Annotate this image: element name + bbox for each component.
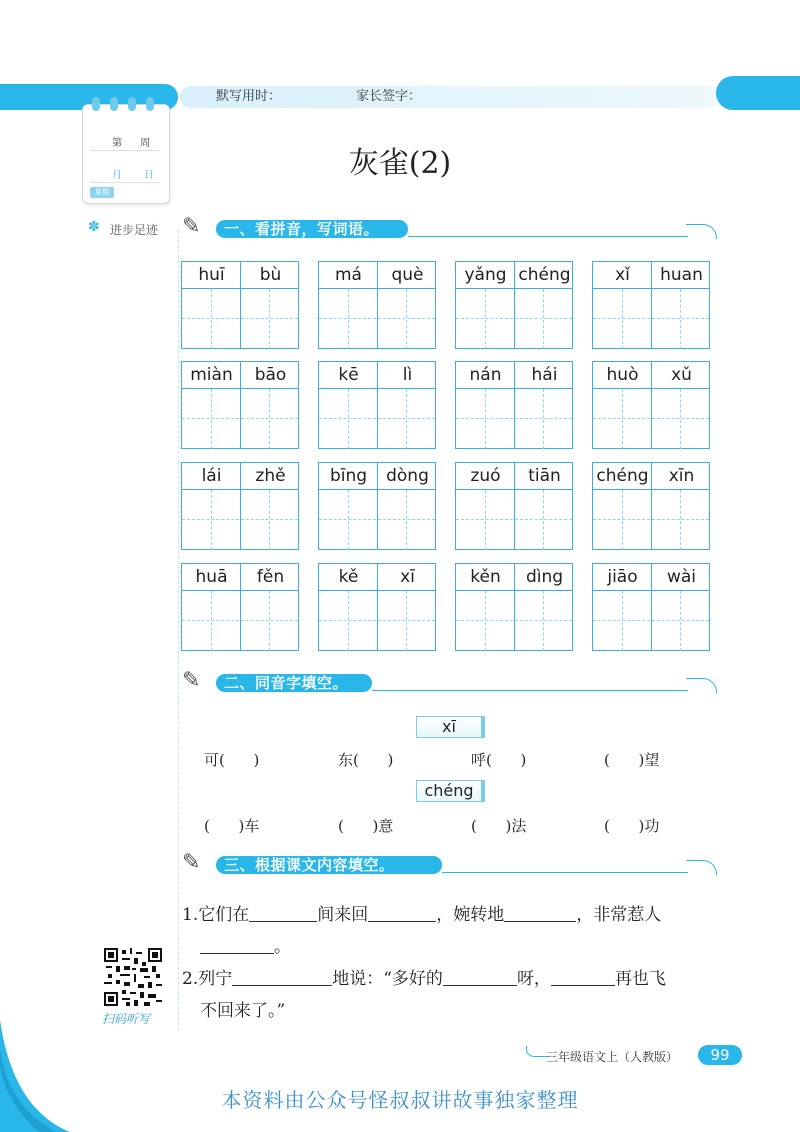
heading-rule: [372, 690, 688, 691]
writing-boxes[interactable]: [318, 591, 436, 651]
word-cell: [181, 563, 299, 653]
guide-line: [543, 389, 544, 449]
writing-boxes[interactable]: [318, 490, 436, 550]
week-suffix: 周: [140, 138, 150, 149]
answer-blank[interactable]: [249, 905, 317, 922]
month-label: 月: [112, 170, 122, 181]
pinyin-divider: [377, 262, 378, 289]
guide-line: [485, 490, 486, 550]
pinyin-tag-cheng: chéng: [416, 780, 485, 802]
writing-boxes[interactable]: [455, 289, 573, 349]
box-divider: [514, 389, 515, 449]
answer-blank[interactable]: [232, 969, 332, 986]
word-cell: [318, 261, 436, 351]
question-1-line-1: [182, 900, 661, 925]
answer-blank[interactable]: [368, 905, 436, 922]
homophone-blank[interactable]: ( )功: [604, 817, 660, 835]
box-divider: [240, 389, 241, 449]
pinyin-syllable: wài: [666, 567, 697, 587]
guide-line: [269, 591, 270, 651]
answer-blank[interactable]: [551, 969, 615, 986]
writing-boxes[interactable]: [455, 490, 573, 550]
box-divider: [514, 591, 515, 651]
pinyin-row: [181, 563, 299, 591]
question-text: 列宁: [198, 969, 233, 989]
question-text: 它们在: [198, 905, 250, 925]
pinyin-syllable: dìng: [525, 567, 564, 587]
pinyin-syllable: bīng: [329, 466, 368, 486]
writing-boxes[interactable]: [181, 389, 299, 449]
heading-rule: [408, 236, 688, 237]
question-1-line-2: [200, 932, 291, 957]
guide-line: [456, 418, 572, 419]
homophone-blank[interactable]: ( )法: [471, 817, 527, 835]
guide-line: [485, 591, 486, 651]
question-number: 1.: [182, 905, 199, 925]
pencil-icon: ✎: [182, 850, 201, 875]
pinyin-syllable: yǎng: [464, 265, 507, 285]
word-cell: [455, 462, 573, 552]
guide-line: [485, 289, 486, 349]
pinyin-divider: [651, 362, 652, 389]
watermark-text: 本资料由公众号怪叔叔讲故事独家整理: [221, 1088, 579, 1112]
progress-label: 进步足迹: [110, 223, 159, 237]
corner-decoration: [0, 1020, 70, 1132]
qr-code[interactable]: [104, 948, 162, 1006]
section-heading-3: [182, 850, 718, 880]
guide-line: [319, 620, 435, 621]
pinyin-syllable: huī: [198, 265, 225, 285]
pinyin-row: [455, 261, 573, 289]
question-2-line-1: [182, 964, 666, 989]
pinyin-syllable: huò: [606, 365, 639, 385]
page-title: 灰雀(2): [348, 146, 452, 181]
answer-blank[interactable]: [504, 905, 576, 922]
pinyin-divider: [514, 564, 515, 591]
writing-boxes[interactable]: [592, 591, 710, 651]
guide-line: [680, 389, 681, 449]
heading-rule-end: [686, 678, 717, 693]
homophone-blank[interactable]: ( )意: [338, 817, 394, 835]
pinyin-row: [181, 261, 299, 289]
pencil-icon: ✎: [182, 668, 201, 693]
pinyin-syllable: zuó: [470, 466, 501, 486]
guide-line: [622, 389, 623, 449]
pinyin-divider: [514, 362, 515, 389]
pinyin-row: [181, 462, 299, 490]
guide-line: [543, 490, 544, 550]
guide-line: [182, 620, 298, 621]
pinyin-divider: [514, 262, 515, 289]
guide-line: [622, 591, 623, 651]
question-text: ，非常惹人: [576, 905, 662, 925]
homophone-blank[interactable]: 呼( ): [471, 751, 527, 769]
pinyin-divider: [377, 564, 378, 591]
guide-line: [543, 289, 544, 349]
section-heading-1: [182, 214, 718, 244]
guide-line: [485, 389, 486, 449]
writing-boxes[interactable]: [181, 591, 299, 651]
writing-boxes[interactable]: [592, 389, 710, 449]
word-cell: [318, 563, 436, 653]
box-divider: [651, 289, 652, 349]
word-cell: [455, 261, 573, 351]
pinyin-row: [592, 261, 710, 289]
homophone-blank[interactable]: 可( ): [204, 751, 260, 769]
question-text: 。: [274, 937, 291, 957]
guide-line: [406, 591, 407, 651]
box-divider: [377, 490, 378, 550]
section-2-heading: 二、同音字填空。: [224, 674, 349, 692]
guide-line: [406, 490, 407, 550]
binder-ring: [110, 97, 118, 111]
guide-line: [182, 418, 298, 419]
header-band-right: [716, 76, 800, 110]
pinyin-syllable: kěn: [470, 567, 501, 587]
book-label: 三年级语文上（人教版）: [546, 1050, 679, 1064]
guide-line: [319, 318, 435, 319]
box-divider: [240, 289, 241, 349]
question-text: 地说：“多好的: [332, 969, 443, 989]
guide-line: [348, 389, 349, 449]
writing-boxes[interactable]: [318, 289, 436, 349]
guide-line: [269, 490, 270, 550]
pinyin-row: [318, 563, 436, 591]
pinyin-syllable: lì: [402, 365, 413, 385]
question-text: 呀，: [516, 969, 551, 989]
box-divider: [651, 389, 652, 449]
pinyin-syllable: nán: [469, 365, 502, 385]
word-cell: [592, 462, 710, 552]
pinyin-syllable: què: [391, 265, 424, 285]
guide-line: [622, 289, 623, 349]
pinyin-syllable: xīn: [668, 466, 695, 486]
guide-line: [593, 418, 709, 419]
pinyin-row: [318, 261, 436, 289]
pinyin-syllable: huā: [195, 567, 228, 587]
pinyin-syllable: kě: [338, 567, 359, 587]
margin-line: [178, 230, 179, 1030]
answer-blank[interactable]: [443, 969, 517, 986]
word-cell: [318, 462, 436, 552]
answer-blank[interactable]: [200, 937, 274, 954]
pinyin-row: [455, 361, 573, 389]
word-cell: [181, 261, 299, 351]
writing-boxes[interactable]: [592, 289, 710, 349]
question-text: ，婉转地: [436, 905, 505, 925]
homophone-blank[interactable]: ( )望: [604, 751, 660, 769]
pinyin-syllable: chéng: [596, 466, 649, 486]
pinyin-syllable: bāo: [254, 365, 287, 385]
dictation-time-label: 默写用时：: [216, 89, 282, 104]
box-divider: [651, 490, 652, 550]
box-divider: [514, 490, 515, 550]
pinyin-syllable: xī: [400, 567, 415, 587]
binder-ring: [92, 97, 100, 111]
writing-boxes[interactable]: [455, 389, 573, 449]
pinyin-divider: [651, 564, 652, 591]
week-prefix: 第: [112, 138, 122, 149]
pinyin-row: [455, 462, 573, 490]
box-divider: [514, 289, 515, 349]
pinyin-syllable: miàn: [190, 365, 233, 385]
writing-boxes[interactable]: [592, 490, 710, 550]
day-label: 日: [144, 170, 154, 181]
question-text: 间来回: [317, 905, 369, 925]
guide-line: [543, 591, 544, 651]
question-2-line-2: [200, 996, 285, 1021]
pinyin-divider: [651, 262, 652, 289]
pinyin-divider: [240, 564, 241, 591]
guide-line: [593, 519, 709, 520]
word-cell: [181, 361, 299, 451]
guide-line: [406, 389, 407, 449]
pinyin-divider: [240, 362, 241, 389]
pinyin-syllable: má: [335, 265, 362, 285]
guide-line: [211, 490, 212, 550]
writing-boxes[interactable]: [455, 591, 573, 651]
pinyin-syllable: zhě: [255, 466, 286, 486]
section-3-heading: 三、根据课文内容填空。: [224, 856, 395, 874]
guide-line: [319, 418, 435, 419]
pinyin-row: [592, 361, 710, 389]
guide-line: [269, 289, 270, 349]
pinyin-syllable: tiān: [528, 466, 561, 486]
pinyin-syllable: hái: [531, 365, 558, 385]
binder-ring: [146, 97, 154, 111]
guide-line: [319, 519, 435, 520]
guide-line: [348, 591, 349, 651]
guide-line: [680, 591, 681, 651]
pinyin-syllable: chéng: [518, 265, 571, 285]
word-cell: [592, 361, 710, 451]
pinyin-divider: [240, 463, 241, 490]
word-cell: [592, 563, 710, 653]
homophone-blank[interactable]: 东( ): [338, 751, 394, 769]
binder-ring: [128, 97, 136, 111]
heading-rule-end: [686, 224, 717, 239]
guide-line: [348, 490, 349, 550]
pinyin-syllable: huan: [660, 265, 703, 285]
writing-boxes[interactable]: [181, 490, 299, 550]
guide-line: [456, 519, 572, 520]
pinyin-syllable: xǐ: [615, 265, 630, 285]
box-divider: [377, 289, 378, 349]
guide-line: [348, 289, 349, 349]
pinyin-syllable: bù: [259, 265, 282, 285]
word-cell: [592, 261, 710, 351]
pinyin-syllable: lái: [201, 466, 222, 486]
guide-line: [269, 389, 270, 449]
section-1-heading: 一、看拼音，写词语。: [224, 220, 380, 238]
pinyin-row: [592, 462, 710, 490]
writing-boxes[interactable]: [318, 389, 436, 449]
pinyin-row: [592, 563, 710, 591]
pinyin-syllable: jiāo: [607, 567, 638, 587]
pinyin-syllable: kē: [338, 365, 359, 385]
guide-line: [680, 490, 681, 550]
guide-line: [456, 318, 572, 319]
guide-line: [456, 620, 572, 621]
homophone-blank[interactable]: ( )车: [204, 817, 260, 835]
guide-line: [593, 620, 709, 621]
pinyin-row: [181, 361, 299, 389]
box-divider: [377, 389, 378, 449]
pinyin-tag-xi: xī: [416, 716, 485, 738]
pinyin-divider: [651, 463, 652, 490]
section-heading-2: [182, 668, 718, 698]
guide-line: [182, 519, 298, 520]
pinyin-row: [455, 563, 573, 591]
guide-line: [406, 289, 407, 349]
parent-signature-label: 家长签字：: [356, 89, 422, 104]
guide-line: [211, 591, 212, 651]
heading-rule-end: [686, 860, 717, 875]
question-text: 不回来了。”: [200, 1001, 286, 1021]
pinyin-divider: [377, 362, 378, 389]
pinyin-syllable: dòng: [386, 466, 429, 486]
page-number: 99: [698, 1045, 742, 1065]
writing-boxes[interactable]: [181, 289, 299, 349]
pinyin-syllable: xǔ: [671, 365, 692, 385]
pinyin-row: [318, 462, 436, 490]
word-cell: [181, 462, 299, 552]
pencil-icon: ✎: [182, 214, 201, 239]
word-cell: [455, 563, 573, 653]
guide-line: [622, 490, 623, 550]
heading-rule: [442, 872, 688, 873]
guide-line: [593, 318, 709, 319]
pinyin-divider: [514, 463, 515, 490]
pinyin-divider: [377, 463, 378, 490]
pinyin-divider: [240, 262, 241, 289]
question-number: 2.: [182, 969, 199, 989]
box-divider: [377, 591, 378, 651]
guide-line: [182, 318, 298, 319]
box-divider: [651, 591, 652, 651]
weekday-tag: 星期: [90, 187, 114, 198]
guide-line: [211, 289, 212, 349]
pinyin-row: [318, 361, 436, 389]
box-divider: [240, 490, 241, 550]
qr-caption: 扫码听写: [102, 1012, 151, 1026]
footprint-icon: ✽: [88, 219, 100, 235]
card-divider: [90, 182, 160, 183]
word-cell: [318, 361, 436, 451]
word-cell: [455, 361, 573, 451]
guide-line: [680, 289, 681, 349]
box-divider: [240, 591, 241, 651]
guide-line: [211, 389, 212, 449]
pinyin-syllable: fěn: [256, 567, 285, 587]
question-text: 再也飞: [614, 969, 666, 989]
